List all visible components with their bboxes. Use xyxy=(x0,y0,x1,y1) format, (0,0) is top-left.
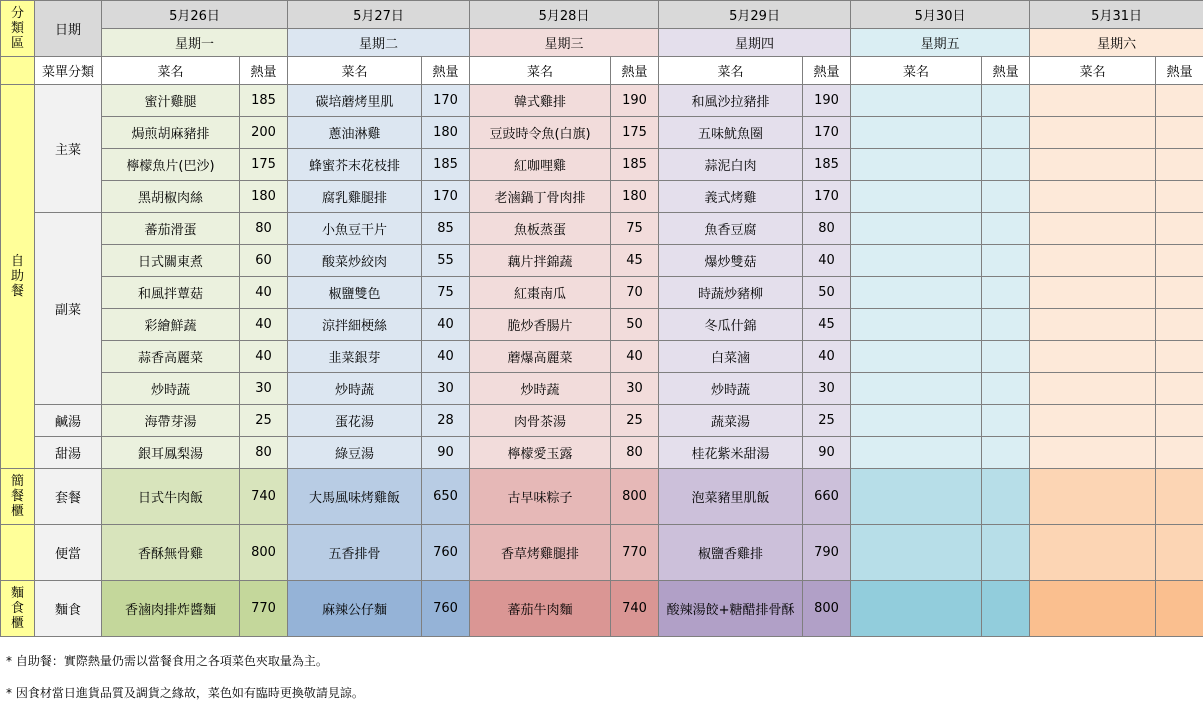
dish-calories-thu: 25 xyxy=(803,405,851,437)
vertical-char: 助 xyxy=(1,269,34,284)
dish-name-mon: 香滷肉排炸醬麵 xyxy=(102,581,240,637)
dish-calories-wed: 40 xyxy=(611,341,659,373)
dish-name-wed: 蕃茄牛肉麵 xyxy=(470,581,611,637)
dish-name-mon: 日式牛肉飯 xyxy=(102,469,240,525)
weekday-wed: 星期三 xyxy=(470,29,659,57)
dish-name-mon: 蜜汁雞腿 xyxy=(102,85,240,117)
dish-calories-fri xyxy=(982,149,1030,181)
dish-calories-mon: 25 xyxy=(240,405,288,437)
subcategory-salty-soup: 鹹湯 xyxy=(35,405,102,437)
dish-name-sat xyxy=(1030,213,1156,245)
dish-name-tue: 椒鹽雙色 xyxy=(288,277,422,309)
vertical-char: 區 xyxy=(1,36,34,51)
date-mon: 5月26日 xyxy=(102,1,288,29)
dish-calories-sat xyxy=(1156,437,1203,469)
dish-name-sat xyxy=(1030,309,1156,341)
dish-calories-sat xyxy=(1156,245,1203,277)
dish-calories-thu: 50 xyxy=(803,277,851,309)
date-tue: 5月27日 xyxy=(288,1,470,29)
dish-name-tue: 綠豆湯 xyxy=(288,437,422,469)
dish-name-wed: 蘑爆高麗菜 xyxy=(470,341,611,373)
dish-calories-fri xyxy=(982,581,1030,637)
dish-calories-wed: 190 xyxy=(611,85,659,117)
dish-name-mon: 黑胡椒肉絲 xyxy=(102,181,240,213)
weekday-mon: 星期一 xyxy=(102,29,288,57)
dish-name-wed: 香草烤雞腿排 xyxy=(470,525,611,581)
dish-calories-thu: 40 xyxy=(803,245,851,277)
section-light-meal xyxy=(1,469,35,525)
dish-calories-fri xyxy=(982,373,1030,405)
col-name-wed: 菜名 xyxy=(470,57,611,85)
dish-calories-thu: 30 xyxy=(803,373,851,405)
dish-calories-mon: 30 xyxy=(240,373,288,405)
dish-name-sat xyxy=(1030,341,1156,373)
subcategory-side: 副菜 xyxy=(35,213,102,405)
dish-name-sat xyxy=(1030,277,1156,309)
col-cal-wed: 熱量 xyxy=(611,57,659,85)
dish-calories-tue: 40 xyxy=(422,309,470,341)
dish-name-fri xyxy=(851,181,982,213)
dish-calories-tue: 180 xyxy=(422,117,470,149)
dish-name-sat xyxy=(1030,469,1156,525)
dish-calories-mon: 180 xyxy=(240,181,288,213)
dish-calories-wed: 175 xyxy=(611,117,659,149)
dish-calories-mon: 200 xyxy=(240,117,288,149)
dish-calories-wed: 45 xyxy=(611,245,659,277)
dish-calories-wed: 800 xyxy=(611,469,659,525)
dish-name-thu: 義式烤雞 xyxy=(659,181,803,213)
dish-calories-tue: 650 xyxy=(422,469,470,525)
date-fri: 5月30日 xyxy=(851,1,1030,29)
dish-calories-wed: 50 xyxy=(611,309,659,341)
section-buffet xyxy=(1,85,35,469)
dish-name-tue: 蔥油淋雞 xyxy=(288,117,422,149)
dish-name-thu: 魚香豆腐 xyxy=(659,213,803,245)
dish-calories-tue: 760 xyxy=(422,581,470,637)
dish-calories-sat xyxy=(1156,213,1203,245)
dish-calories-thu: 660 xyxy=(803,469,851,525)
dish-calories-sat xyxy=(1156,117,1203,149)
subcategory-set-meal: 套餐 xyxy=(35,469,102,525)
dish-name-fri xyxy=(851,213,982,245)
dish-calories-mon: 185 xyxy=(240,85,288,117)
dish-name-wed: 紅咖哩雞 xyxy=(470,149,611,181)
section-noodle xyxy=(1,581,35,637)
dish-calories-tue: 185 xyxy=(422,149,470,181)
dish-calories-mon: 60 xyxy=(240,245,288,277)
dish-calories-sat xyxy=(1156,181,1203,213)
weekday-thu: 星期四 xyxy=(659,29,851,57)
dish-calories-fri xyxy=(982,117,1030,149)
dish-name-tue: 大馬風味烤雞飯 xyxy=(288,469,422,525)
dish-calories-mon: 40 xyxy=(240,309,288,341)
dish-calories-mon: 740 xyxy=(240,469,288,525)
dish-name-mon: 海帶芽湯 xyxy=(102,405,240,437)
dish-calories-thu: 790 xyxy=(803,525,851,581)
dish-name-thu: 椒鹽香雞排 xyxy=(659,525,803,581)
vertical-char: 櫃 xyxy=(1,504,34,519)
dish-name-thu: 蔬菜湯 xyxy=(659,405,803,437)
dish-name-fri xyxy=(851,341,982,373)
dish-calories-sat xyxy=(1156,309,1203,341)
dish-calories-tue: 170 xyxy=(422,181,470,213)
dish-name-thu: 桂花紫米甜湯 xyxy=(659,437,803,469)
dish-name-wed: 古早味粽子 xyxy=(470,469,611,525)
dish-calories-thu: 45 xyxy=(803,309,851,341)
dish-calories-mon: 770 xyxy=(240,581,288,637)
dish-calories-fri xyxy=(982,341,1030,373)
dish-name-wed: 魚板蒸蛋 xyxy=(470,213,611,245)
table-row xyxy=(1,277,1203,309)
dish-name-fri xyxy=(851,525,982,581)
dish-name-sat xyxy=(1030,117,1156,149)
dish-calories-tue: 170 xyxy=(422,85,470,117)
dish-name-mon: 銀耳鳳梨湯 xyxy=(102,437,240,469)
dish-name-wed: 韓式雞排 xyxy=(470,85,611,117)
dish-calories-fri xyxy=(982,437,1030,469)
dish-name-tue: 小魚豆干片 xyxy=(288,213,422,245)
dish-calories-fri xyxy=(982,213,1030,245)
weekday-fri: 星期五 xyxy=(851,29,1030,57)
dish-calories-thu: 40 xyxy=(803,341,851,373)
dish-calories-sat xyxy=(1156,85,1203,117)
subcategory-sweet-soup: 甜湯 xyxy=(35,437,102,469)
dish-calories-tue: 75 xyxy=(422,277,470,309)
dish-name-sat xyxy=(1030,181,1156,213)
vertical-char: 麵 xyxy=(1,586,34,601)
dish-name-sat xyxy=(1030,525,1156,581)
dish-name-thu: 炒時蔬 xyxy=(659,373,803,405)
dish-calories-fri xyxy=(982,405,1030,437)
table-row xyxy=(1,85,1203,117)
table-row xyxy=(1,245,1203,277)
dish-calories-thu: 800 xyxy=(803,581,851,637)
dish-name-tue: 麻辣公仔麵 xyxy=(288,581,422,637)
weekday-sat: 星期六 xyxy=(1030,29,1203,57)
dish-calories-thu: 185 xyxy=(803,149,851,181)
dish-calories-sat xyxy=(1156,581,1203,637)
table-row xyxy=(1,373,1203,405)
table-row xyxy=(1,525,1203,581)
dish-calories-tue: 760 xyxy=(422,525,470,581)
dish-name-fri xyxy=(851,581,982,637)
vertical-char: 食 xyxy=(1,601,34,616)
dish-calories-wed: 70 xyxy=(611,277,659,309)
dish-calories-wed: 80 xyxy=(611,437,659,469)
note-menu-changes: * 因食材當日進貨品質及調貨之緣故，菜色如有臨時更換敬請見諒。 xyxy=(6,684,364,701)
dish-name-mon: 焗煎胡麻豬排 xyxy=(102,117,240,149)
vertical-char: 餐 xyxy=(1,489,34,504)
dish-calories-tue: 28 xyxy=(422,405,470,437)
vertical-char: 自 xyxy=(1,254,34,269)
dish-calories-fri xyxy=(982,277,1030,309)
dish-name-tue: 炒時蔬 xyxy=(288,373,422,405)
dish-name-wed: 脆炒香腸片 xyxy=(470,309,611,341)
dish-name-thu: 爆炒雙菇 xyxy=(659,245,803,277)
dish-name-mon: 檸檬魚片(巴沙) xyxy=(102,149,240,181)
dish-name-fri xyxy=(851,245,982,277)
dish-name-sat xyxy=(1030,149,1156,181)
dish-calories-wed: 25 xyxy=(611,405,659,437)
dish-name-mon: 蕃茄滑蛋 xyxy=(102,213,240,245)
dish-name-fri xyxy=(851,437,982,469)
table-row xyxy=(1,181,1203,213)
dish-name-mon: 彩繪鮮蔬 xyxy=(102,309,240,341)
dish-name-thu: 白菜滷 xyxy=(659,341,803,373)
dish-calories-mon: 80 xyxy=(240,213,288,245)
col-name-fri: 菜名 xyxy=(851,57,982,85)
vertical-char: 分 xyxy=(1,6,34,21)
dish-name-wed: 紅棗南瓜 xyxy=(470,277,611,309)
dish-calories-wed: 770 xyxy=(611,525,659,581)
dish-name-fri xyxy=(851,405,982,437)
dish-name-mon: 香酥無骨雞 xyxy=(102,525,240,581)
dish-name-sat xyxy=(1030,581,1156,637)
dish-calories-sat xyxy=(1156,373,1203,405)
dish-name-thu: 和風沙拉豬排 xyxy=(659,85,803,117)
dish-calories-wed: 180 xyxy=(611,181,659,213)
col-name-tue: 菜名 xyxy=(288,57,422,85)
dish-name-sat xyxy=(1030,373,1156,405)
dish-calories-mon: 800 xyxy=(240,525,288,581)
dish-calories-mon: 40 xyxy=(240,341,288,373)
table-row xyxy=(1,117,1203,149)
dish-calories-fri xyxy=(982,85,1030,117)
dish-name-tue: 韭菜銀芽 xyxy=(288,341,422,373)
dish-calories-thu: 170 xyxy=(803,181,851,213)
dish-name-tue: 涼拌細梗絲 xyxy=(288,309,422,341)
dish-name-thu: 泡菜豬里肌飯 xyxy=(659,469,803,525)
dish-name-mon: 蒜香高麗菜 xyxy=(102,341,240,373)
dish-calories-thu: 90 xyxy=(803,437,851,469)
table-row xyxy=(1,341,1203,373)
dish-calories-thu: 190 xyxy=(803,85,851,117)
dish-name-wed: 炒時蔬 xyxy=(470,373,611,405)
dish-name-tue: 碳培蘑烤里肌 xyxy=(288,85,422,117)
section-blank xyxy=(1,525,35,581)
dish-name-sat xyxy=(1030,437,1156,469)
date-thu: 5月29日 xyxy=(659,1,851,29)
dish-name-wed: 檸檬愛玉露 xyxy=(470,437,611,469)
dish-name-fri xyxy=(851,117,982,149)
table-row xyxy=(1,213,1203,245)
dish-calories-fri xyxy=(982,181,1030,213)
vertical-char: 餐 xyxy=(1,284,34,299)
dish-name-mon: 和風拌蕈菇 xyxy=(102,277,240,309)
dish-calories-tue: 85 xyxy=(422,213,470,245)
date-sat: 5月31日 xyxy=(1030,1,1203,29)
dish-name-fri xyxy=(851,469,982,525)
dish-name-fri xyxy=(851,85,982,117)
col-cal-sat: 熱量 xyxy=(1156,57,1203,85)
dish-name-fri xyxy=(851,277,982,309)
dish-calories-tue: 30 xyxy=(422,373,470,405)
date-wed: 5月28日 xyxy=(470,1,659,29)
dish-calories-tue: 55 xyxy=(422,245,470,277)
dish-calories-sat xyxy=(1156,341,1203,373)
dish-calories-fri xyxy=(982,245,1030,277)
subcategory-main: 主菜 xyxy=(35,85,102,213)
dish-name-mon: 炒時蔬 xyxy=(102,373,240,405)
weekday-tue: 星期二 xyxy=(288,29,470,57)
col-name-thu: 菜名 xyxy=(659,57,803,85)
dish-calories-mon: 175 xyxy=(240,149,288,181)
dish-calories-mon: 40 xyxy=(240,277,288,309)
dish-name-thu: 冬瓜什錦 xyxy=(659,309,803,341)
dish-calories-fri xyxy=(982,309,1030,341)
dish-name-wed: 肉骨茶湯 xyxy=(470,405,611,437)
dish-calories-sat xyxy=(1156,277,1203,309)
dish-calories-tue: 90 xyxy=(422,437,470,469)
dish-calories-thu: 170 xyxy=(803,117,851,149)
dish-name-wed: 藕片拌錦蔬 xyxy=(470,245,611,277)
category-header-blank xyxy=(1,57,35,85)
table-row xyxy=(1,405,1203,437)
dish-calories-fri xyxy=(982,469,1030,525)
dish-name-wed: 豆豉時令魚(白旗) xyxy=(470,117,611,149)
subcategory-bento: 便當 xyxy=(35,525,102,581)
subcategory-noodles: 麵食 xyxy=(35,581,102,637)
dish-name-tue: 蜂蜜芥末花枝排 xyxy=(288,149,422,181)
table-row xyxy=(1,149,1203,181)
col-cal-thu: 熱量 xyxy=(803,57,851,85)
table-row xyxy=(1,581,1203,637)
table-row xyxy=(1,309,1203,341)
dish-name-sat xyxy=(1030,245,1156,277)
dish-calories-fri xyxy=(982,525,1030,581)
dish-calories-wed: 185 xyxy=(611,149,659,181)
dish-calories-wed: 740 xyxy=(611,581,659,637)
table-row xyxy=(1,437,1203,469)
dish-name-fri xyxy=(851,149,982,181)
col-name-sat: 菜名 xyxy=(1030,57,1156,85)
dish-name-tue: 五香排骨 xyxy=(288,525,422,581)
dish-name-tue: 酸菜炒絞肉 xyxy=(288,245,422,277)
table-row xyxy=(1,469,1203,525)
dish-calories-sat xyxy=(1156,149,1203,181)
col-name-mon: 菜名 xyxy=(102,57,240,85)
dish-name-wed: 老滷鍋丁骨肉排 xyxy=(470,181,611,213)
vertical-char: 類 xyxy=(1,21,34,36)
col-cal-mon: 熱量 xyxy=(240,57,288,85)
dish-name-thu: 時蔬炒豬柳 xyxy=(659,277,803,309)
dish-name-sat xyxy=(1030,85,1156,117)
notes xyxy=(0,640,1203,699)
dish-calories-sat xyxy=(1156,405,1203,437)
dish-name-tue: 腐乳雞腿排 xyxy=(288,181,422,213)
menu-category-header: 菜單分類 xyxy=(35,57,102,85)
dish-name-thu: 酸辣湯餃+糖醋排骨酥 xyxy=(659,581,803,637)
col-cal-fri: 熱量 xyxy=(982,57,1030,85)
dish-name-mon: 日式關東煮 xyxy=(102,245,240,277)
vertical-char: 簡 xyxy=(1,474,34,489)
dish-name-fri xyxy=(851,309,982,341)
dish-name-sat xyxy=(1030,405,1156,437)
dish-name-tue: 蛋花湯 xyxy=(288,405,422,437)
note-buffet-calories: * 自助餐：實際熱量仍需以當餐食用之各項菜色夾取量為主。 xyxy=(6,652,328,669)
category-header xyxy=(1,1,35,57)
dish-calories-tue: 40 xyxy=(422,341,470,373)
date-header: 日期 xyxy=(35,1,102,57)
dish-name-thu: 蒜泥白肉 xyxy=(659,149,803,181)
dish-name-thu: 五味魷魚圈 xyxy=(659,117,803,149)
dish-calories-wed: 75 xyxy=(611,213,659,245)
dish-name-fri xyxy=(851,373,982,405)
dish-calories-wed: 30 xyxy=(611,373,659,405)
dish-calories-sat xyxy=(1156,525,1203,581)
vertical-char: 櫃 xyxy=(1,616,34,631)
dish-calories-sat xyxy=(1156,469,1203,525)
dish-calories-mon: 80 xyxy=(240,437,288,469)
dish-calories-thu: 80 xyxy=(803,213,851,245)
col-cal-tue: 熱量 xyxy=(422,57,470,85)
